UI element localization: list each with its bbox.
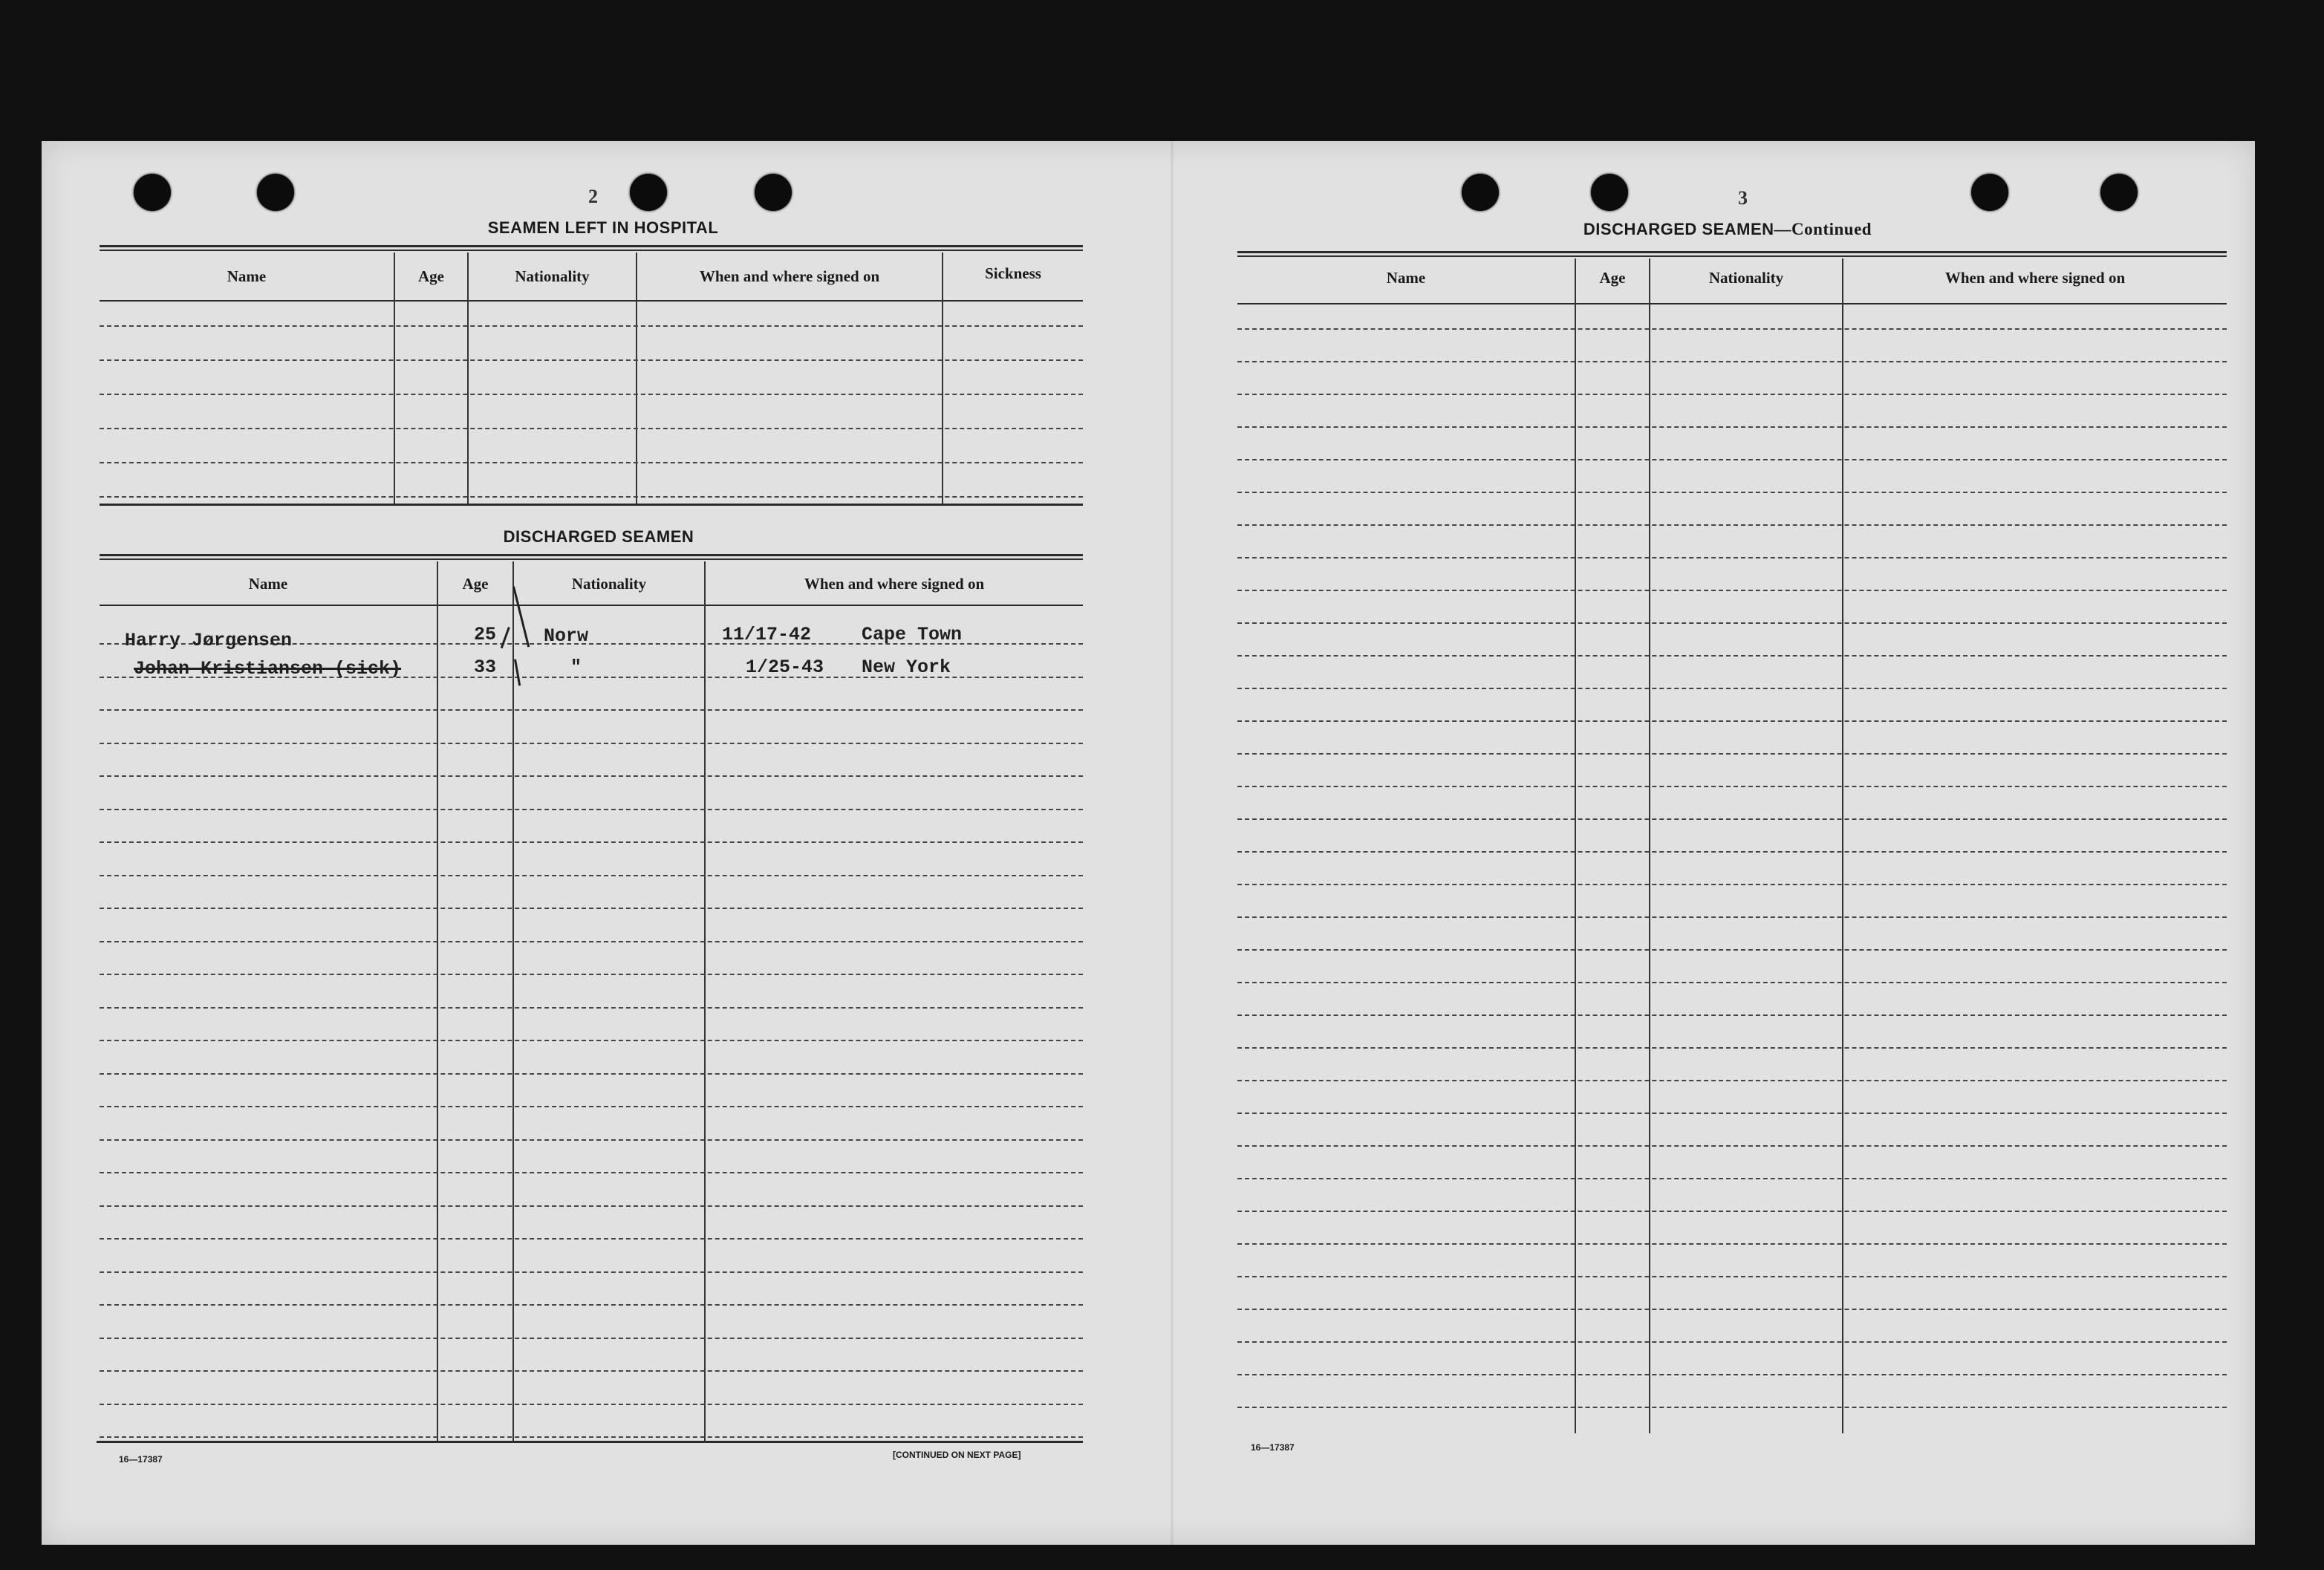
ruled-line	[100, 1073, 1083, 1075]
discharged-col-name: Name	[248, 575, 288, 593]
continued-note: [CONTINUED ON NEXT PAGE]	[893, 1450, 1021, 1460]
hospital-col-age: Age	[418, 267, 444, 285]
seaman-name: Harry Jørgensen	[125, 630, 293, 651]
ruled-line	[100, 709, 1083, 711]
document-sheet	[42, 141, 2255, 1545]
ruled-line	[100, 1404, 1083, 1405]
punch-hole	[134, 174, 171, 211]
ruled-line	[1237, 851, 2227, 853]
discharged-col-nationality: Nationality	[571, 575, 647, 593]
ruled-line	[1237, 622, 2227, 624]
ruled-line	[1237, 1080, 2227, 1081]
ruled-line	[1237, 492, 2227, 493]
discharged-section-title: DISCHARGED SEAMEN	[503, 527, 694, 546]
page-number-left: 2	[588, 186, 598, 207]
hospital-col-signed-on: When and where signed on	[699, 267, 880, 285]
seaman-nationality: Norw	[544, 625, 589, 647]
discharged-header-rule	[100, 605, 1083, 606]
ruled-line	[1237, 1309, 2227, 1310]
right-col-nationality: Nationality	[1708, 269, 1784, 287]
discharged-bottom-rule	[97, 1441, 1083, 1443]
ruled-line	[100, 1106, 1083, 1107]
signed-on-date: 1/25-43	[746, 657, 824, 678]
hospital-col-name: Name	[227, 267, 267, 285]
check-mark	[514, 659, 521, 685]
ruled-line	[1237, 720, 2227, 722]
ruled-line	[100, 743, 1083, 744]
ruled-line	[100, 1271, 1083, 1273]
ruled-line	[100, 775, 1083, 777]
seaman-age: 25	[474, 624, 497, 645]
ruled-line	[1237, 1145, 2227, 1147]
ruled-line	[1237, 459, 2227, 460]
ruled-line	[1237, 328, 2227, 330]
discharged-col-signed-on: When and where signed on	[804, 575, 985, 593]
seaman-age: 33	[474, 657, 497, 678]
ruled-line	[100, 1139, 1083, 1141]
ruled-line	[1237, 982, 2227, 983]
check-mark	[512, 586, 530, 647]
signed-on-place: New York	[862, 657, 951, 678]
ruled-line	[100, 1370, 1083, 1372]
seaman-name: Johan Kristiansen (sick)	[134, 658, 402, 680]
ruled-line	[1237, 361, 2227, 362]
punch-hole	[2100, 174, 2138, 211]
hospital-col-nationality: Nationality	[515, 267, 590, 285]
ruled-line	[1237, 753, 2227, 755]
ruled-line	[1237, 688, 2227, 689]
hospital-bottom-rule	[100, 504, 1083, 506]
right-col-divider	[1842, 258, 1843, 1433]
form-number-left: 16—17387	[119, 1454, 163, 1465]
ruled-line	[100, 841, 1083, 843]
ruled-line	[1237, 818, 2227, 820]
ruled-line	[1237, 1243, 2227, 1245]
ruled-line	[1237, 426, 2227, 428]
ruled-line	[100, 1205, 1083, 1207]
ruled-line	[100, 1172, 1083, 1173]
punch-hole	[630, 174, 667, 211]
ruled-line	[1237, 557, 2227, 558]
right-top-rule	[1237, 251, 2227, 253]
ruled-line	[100, 428, 1083, 429]
hospital-col-divider	[467, 253, 469, 504]
right-top-rule-2	[1237, 255, 2227, 257]
ruled-line	[1237, 1407, 2227, 1408]
hospital-col-divider	[942, 253, 943, 504]
hospital-top-rule	[100, 245, 1083, 247]
form-number-right: 16—17387	[1251, 1442, 1295, 1453]
right-col-divider	[1649, 258, 1650, 1433]
discharged-col-divider	[704, 561, 706, 1441]
ruled-line	[1237, 916, 2227, 918]
ruled-line	[100, 875, 1083, 876]
hospital-section-title: SEAMEN LEFT IN HOSPITAL	[487, 218, 719, 237]
ruled-line	[1237, 1113, 2227, 1114]
discharged-top-rule-2	[100, 558, 1083, 560]
ruled-line	[1237, 655, 2227, 657]
ruled-line	[100, 1238, 1083, 1240]
ruled-line	[100, 941, 1083, 942]
ruled-line	[1237, 394, 2227, 395]
right-col-age: Age	[1599, 269, 1626, 287]
hospital-top-rule-2	[100, 250, 1083, 251]
right-header-rule	[1237, 303, 2227, 304]
signed-on-place: Cape Town	[862, 624, 963, 645]
right-col-divider	[1575, 258, 1576, 1433]
ruled-line	[1237, 1374, 2227, 1375]
discharged-col-age: Age	[462, 575, 489, 593]
ruled-line	[1237, 1014, 2227, 1016]
ruled-line	[100, 1436, 1083, 1438]
page-fold	[1171, 141, 1174, 1545]
check-mark	[501, 627, 510, 648]
discharged-col-divider	[512, 561, 514, 1441]
punch-hole	[1462, 174, 1499, 211]
ruled-line	[1237, 949, 2227, 951]
page-number-right: 3	[1738, 187, 1748, 209]
punch-hole	[1971, 174, 2008, 211]
right-col-signed-on: When and where signed on	[1944, 269, 2126, 287]
signed-on-date: 11/17-42	[722, 624, 812, 645]
ruled-line	[1237, 1178, 2227, 1179]
ruled-line	[100, 1338, 1083, 1339]
ruled-line	[1237, 1211, 2227, 1212]
right-col-name: Name	[1386, 269, 1426, 287]
ruled-line	[100, 359, 1083, 361]
ruled-line	[100, 325, 1083, 327]
ruled-line	[100, 908, 1083, 909]
ruled-line	[1237, 884, 2227, 885]
hospital-col-sickness: Sickness	[985, 264, 1041, 282]
ruled-line	[1237, 590, 2227, 591]
discharged-top-rule	[100, 554, 1083, 556]
ruled-line	[100, 1304, 1083, 1306]
discharged-continued-title: DISCHARGED SEAMEN—Continued	[1583, 220, 1872, 238]
ruled-line	[1237, 1047, 2227, 1049]
ruled-line	[100, 1040, 1083, 1041]
ruled-line	[1237, 1341, 2227, 1343]
ruled-line	[1237, 524, 2227, 526]
seaman-nationality: "	[570, 657, 582, 678]
discharged-col-divider	[437, 561, 438, 1441]
hospital-col-divider	[394, 253, 395, 504]
hospital-header-rule	[100, 300, 1083, 302]
punch-hole	[755, 174, 792, 211]
ruled-line	[100, 496, 1083, 498]
ruled-line	[100, 1007, 1083, 1009]
ruled-line	[100, 809, 1083, 810]
ruled-line	[1237, 786, 2227, 787]
ruled-line	[100, 462, 1083, 463]
punch-hole	[1591, 174, 1628, 211]
punch-hole	[257, 174, 294, 211]
ruled-line	[100, 974, 1083, 975]
ruled-line	[100, 394, 1083, 395]
ruled-line	[1237, 1276, 2227, 1277]
hospital-col-divider	[636, 253, 637, 504]
